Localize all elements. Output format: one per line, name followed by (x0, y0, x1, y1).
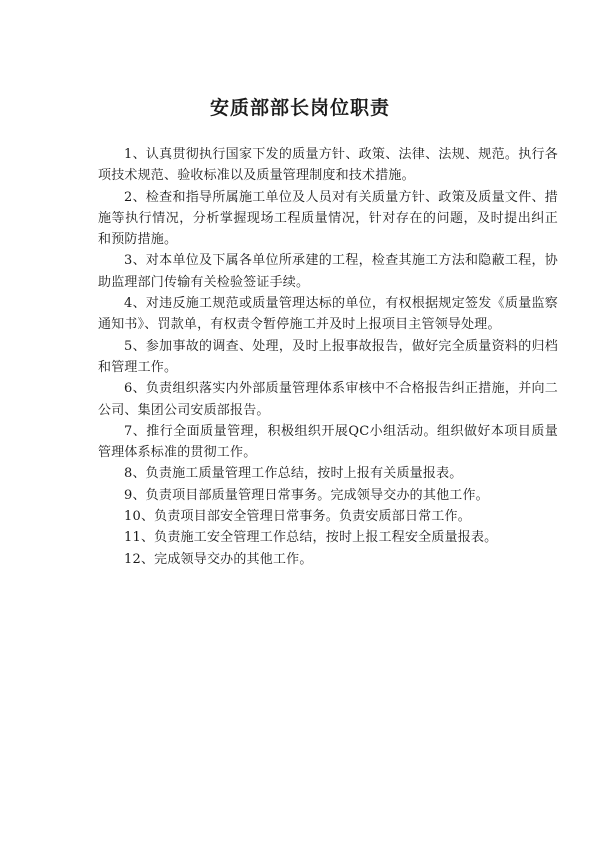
duty-item-7: 7、推行全面质量管理，积极组织开展QC小组活动。组织做好本项目质量管理体系标准的贯彻工作。 (98, 423, 558, 461)
document-title: 安质部部长岗位职责 (209, 97, 390, 119)
document-body (98, 144, 558, 570)
duty-item-11: 11、负责施工安全管理工作总结，按时上报工程安全质量报表。 (124, 530, 498, 546)
duty-item-1: 1、认真贯彻执行国家下发的质量方针、政策、法律、法规、规范。执行各项技术规范、验收标准以及质量管理制度和技术措施。 (98, 147, 558, 184)
duty-item-12: 12、完成领导交办的其他工作。 (124, 551, 313, 567)
duty-item-3: 3、对本单位及下属各单位所承建的工程，检查其施工方法和隐蔽工程，协助监理部门传输有关检验签证手续。 (98, 253, 558, 290)
duty-item-5: 5、参加事故的调查、处理，及时上报事故报告，做好完全质量资料的归档和管理工作。 (98, 338, 558, 375)
duty-item-9: 9、负责项目部质量管理日常事务。完成领导交办的其他工作。 (124, 487, 489, 503)
duty-item-10: 10、负责项目部安全管理日常事务。负责安质部日常工作。 (124, 509, 471, 525)
duty-item-6: 6、负责组织落实内外部质量管理体系审核中不合格报告纠正措施，并向二公司、集团公司安质部报告。 (98, 381, 558, 418)
duty-item-8: 8、负责施工质量管理工作总结，按时上报有关质量报表。 (124, 466, 463, 482)
duty-item-4: 4、对违反施工规范或质量管理达标的单位，有权根据规定签发《质量监察通知书》、罚款单，有权责令暂停施工并及时上报项目主管领导处理。 (98, 296, 558, 333)
duty-item-2: 2、检查和指导所属施工单位及人员对有关质量方针、政策及质量文件、措施等执行情况，分析掌握现场工程质量情况，针对存在的问题，及时提出纠正和预防措施。 (98, 189, 558, 248)
